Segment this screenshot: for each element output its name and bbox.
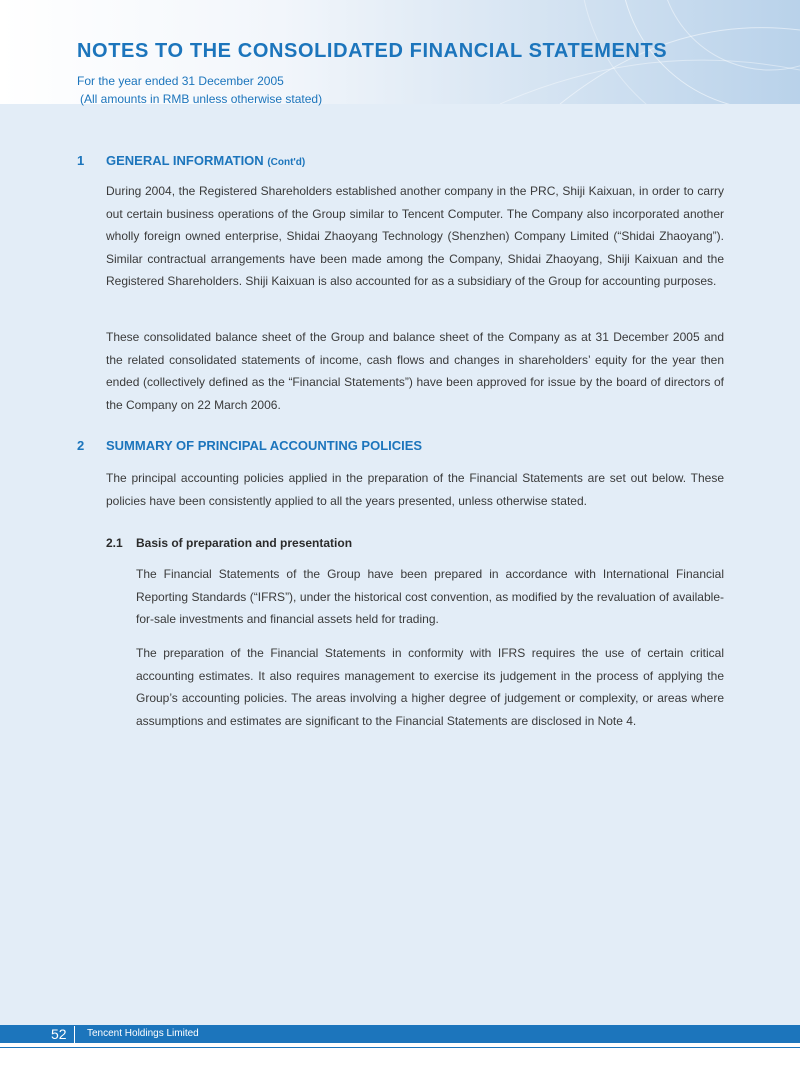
section-title-suffix: (Cont'd) bbox=[267, 157, 306, 168]
section-number: 2 bbox=[77, 438, 85, 453]
section-number: 1 bbox=[77, 153, 85, 168]
paragraph: These consolidated balance sheet of the Group and balance sheet of the Company as at 31 December 2005 and the related consolidated statements of income, cash flows and changes in shareholders’ equity for the year then ended (collectively defined as the “Financial Statements”) have been approved for issue by the board of directors of the Company on 22 March 2006. bbox=[106, 330, 724, 412]
company-name: Tencent Holdings Limited bbox=[87, 1028, 199, 1039]
subtitle-period: For the year ended 31 December 2005 bbox=[77, 74, 284, 88]
paragraph: The preparation of the Financial Statements in conformity with IFRS requires the use of certain critical accounting estimates. It also requires management to exercise its judgement in the process of applying the Group’s accounting policies. The areas involving a higher degree of judgement or complexity, or areas where assumptions and estimates are significant to the Financial Statements are disclosed in Note 4. bbox=[136, 646, 724, 728]
footer-rule bbox=[0, 1047, 800, 1048]
subsection-number: 2.1 bbox=[106, 536, 123, 550]
section-title: GENERAL INFORMATION bbox=[106, 153, 264, 168]
page-number: 52 bbox=[51, 1026, 67, 1042]
subsection-title: Basis of preparation and presentation bbox=[136, 536, 353, 550]
paragraph: The principal accounting policies applied in the preparation of the Financial Statements are set out below. These policies have been consistently applied to all the years presented, unless otherwise stated. bbox=[106, 471, 724, 508]
footer-divider bbox=[74, 1026, 75, 1047]
section-title: SUMMARY OF PRINCIPAL ACCOUNTING POLICIES bbox=[106, 438, 423, 453]
paragraph: The Financial Statements of the Group have been prepared in accordance with International Financial Reporting Standards (“IFRS”), under the historical cost convention, as modified by the revaluation of available-for-sale investments and financial assets held for trading. bbox=[136, 567, 724, 627]
page-title: NOTES TO THE CONSOLIDATED FINANCIAL STATEMENTS bbox=[77, 40, 668, 62]
subtitle-currency-note: (All amounts in RMB unless otherwise stated) bbox=[80, 92, 323, 106]
paragraph: During 2004, the Registered Shareholders established another company in the PRC, Shiji Kaixuan, in order to carry out certain business operations of the Group similar to Tencent Computer. The Company also incorporated another wholly foreign owned enterprise, Shidai Zhaoyang Technology (Shenzhen) Company Limited (“Shidai Zhaoyang”). Similar contractual arrangements have been made among the Company, Shidai Zhaoyang, Shiji Kaixuan and the Registered Shareholders. Shiji Kaixuan is also accounted for as a subsidiary of the Group for accounting purposes. bbox=[106, 184, 724, 289]
